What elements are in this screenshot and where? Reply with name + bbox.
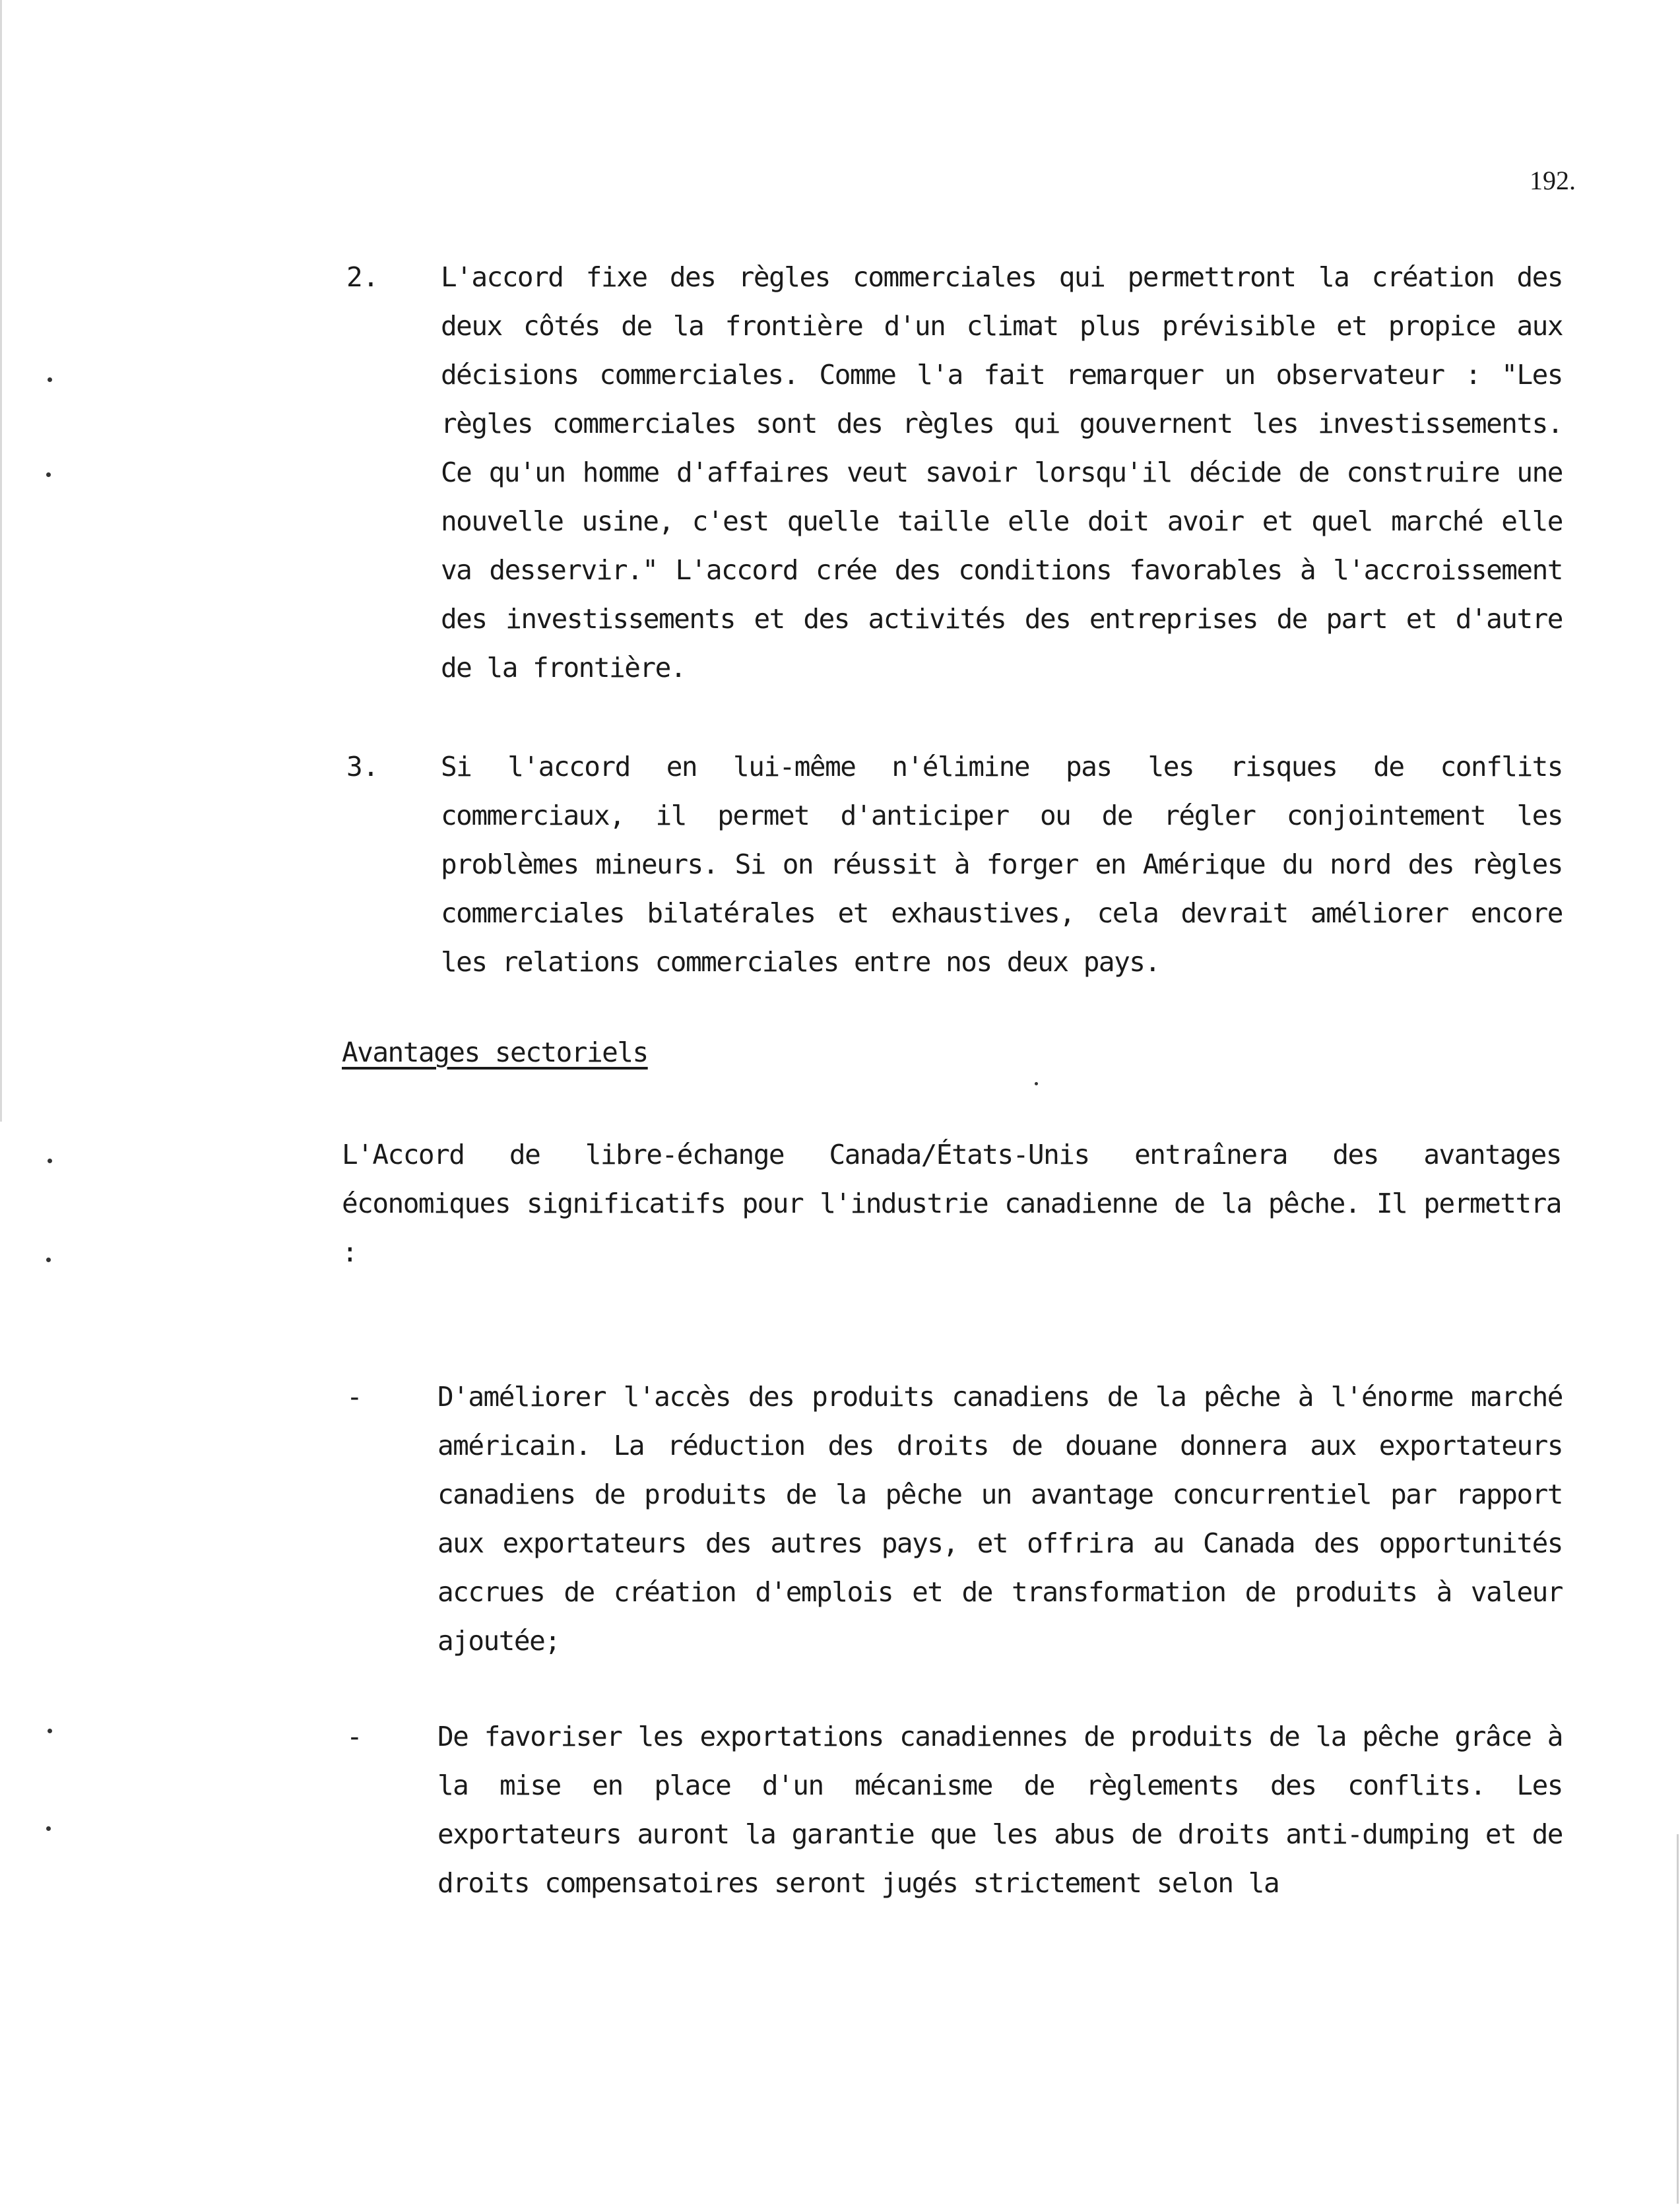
item-3-marker: 3. bbox=[346, 751, 379, 783]
scan-speck bbox=[46, 472, 51, 477]
scan-speck bbox=[46, 1826, 51, 1831]
page-number: 192. bbox=[1530, 166, 1576, 195]
item-2-marker: 2. bbox=[346, 261, 379, 293]
scan-left-edge bbox=[0, 0, 2, 1122]
bullet-1-paragraph: D'améliorer l'accès des produits canadiens de la pêche à l'énorme marché américain. La réduction des droits de douane donnera aux exportateurs canadiens de produits de la pêche un avantage concurrentiel par rapport aux exportateurs des autres pays, et offrira au Canada des opportunités accrues de création d'emplois et de transformation de produits à valeur ajoutée; bbox=[437, 1381, 1563, 1657]
scan-right-edge bbox=[1677, 1834, 1679, 2204]
scan-speck bbox=[48, 1729, 52, 1733]
scan-speck bbox=[1035, 1082, 1038, 1085]
scan-speck bbox=[46, 1258, 51, 1262]
intro-paragraph: L'Accord de libre-échange Canada/États-Unis entraînera des avantages économiques significatifs pour l'industrie canadienne de la pêche. Il permettra : bbox=[342, 1139, 1561, 1268]
bullet-1-marker: - bbox=[346, 1381, 363, 1413]
scan-speck bbox=[48, 1159, 52, 1163]
bullet-2-marker: - bbox=[346, 1721, 363, 1752]
section-heading: Avantages sectoriels bbox=[342, 1037, 648, 1068]
bullet-2-paragraph: De favoriser les exportations canadiennes de produits de la pêche grâce à la mise en place d'un mécanisme de règlements des conflits. Les exportateurs auront la garantie que les abus de droits anti-dumping et de droits compensatoires seront jugés strictement selon la bbox=[437, 1721, 1563, 1899]
scan-speck bbox=[48, 377, 52, 382]
item-2-paragraph: L'accord fixe des règles commerciales qui permettront la création des deux côtés de la frontière d'un climat plus prévisible et propice aux décisions commerciales. Comme l'a fait remarquer un observateur : "Les règles commerciales sont des règles qui gouvernent les investissements. Ce qu'un homme d'affaires veut savoir lorsqu'il décide de construire une nouvelle usine, c'est quelle taille elle doit avoir et quel marché elle va desservir." L'accord crée des conditions favorables à l'accroissement des investissements et des activités des entreprises de part et d'autre de la frontière. bbox=[441, 261, 1563, 684]
item-3-paragraph: Si l'accord en lui-même n'élimine pas les risques de conflits commerciaux, il permet d'anticiper ou de régler conjointement les problèmes mineurs. Si on réussit à forger en Amérique du nord des règles commerciales bilatérales et exhaustives, cela devrait améliorer encore les relations commerciales entre nos deux pays. bbox=[441, 751, 1563, 978]
